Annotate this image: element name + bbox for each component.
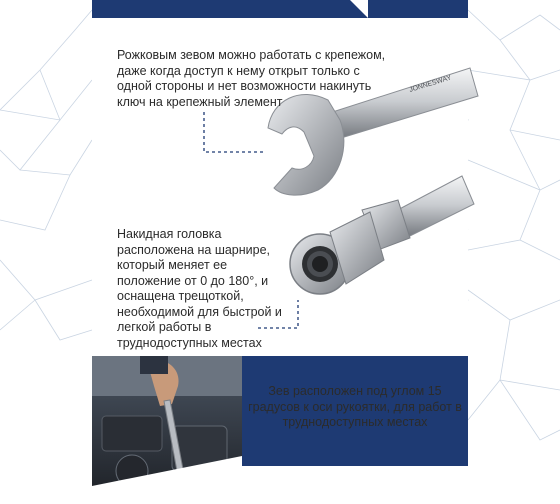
ratchet-head-description: Накидная головка расположена на шарнире, который меняет ее положение от 0 до 180°, и оснащена трещоткой, необходимой для быстрой и легкой работы в труднодоступных местах	[117, 227, 282, 350]
open-end-description: Рожковым зевом можно работать с крепежом, даже когда доступ к нему открыт только с одной стороны и нет возможности накинуть ключ на крепежный элемент	[117, 48, 386, 109]
engine-bay-photo	[92, 356, 242, 504]
callout-open-end	[204, 112, 264, 152]
wrench-engraving: JONNESWAY	[408, 74, 453, 94]
angle-description: Зев расположен под углом 15 градусов к оси рукоятки, для работ в труднодоступных местах	[248, 384, 462, 429]
